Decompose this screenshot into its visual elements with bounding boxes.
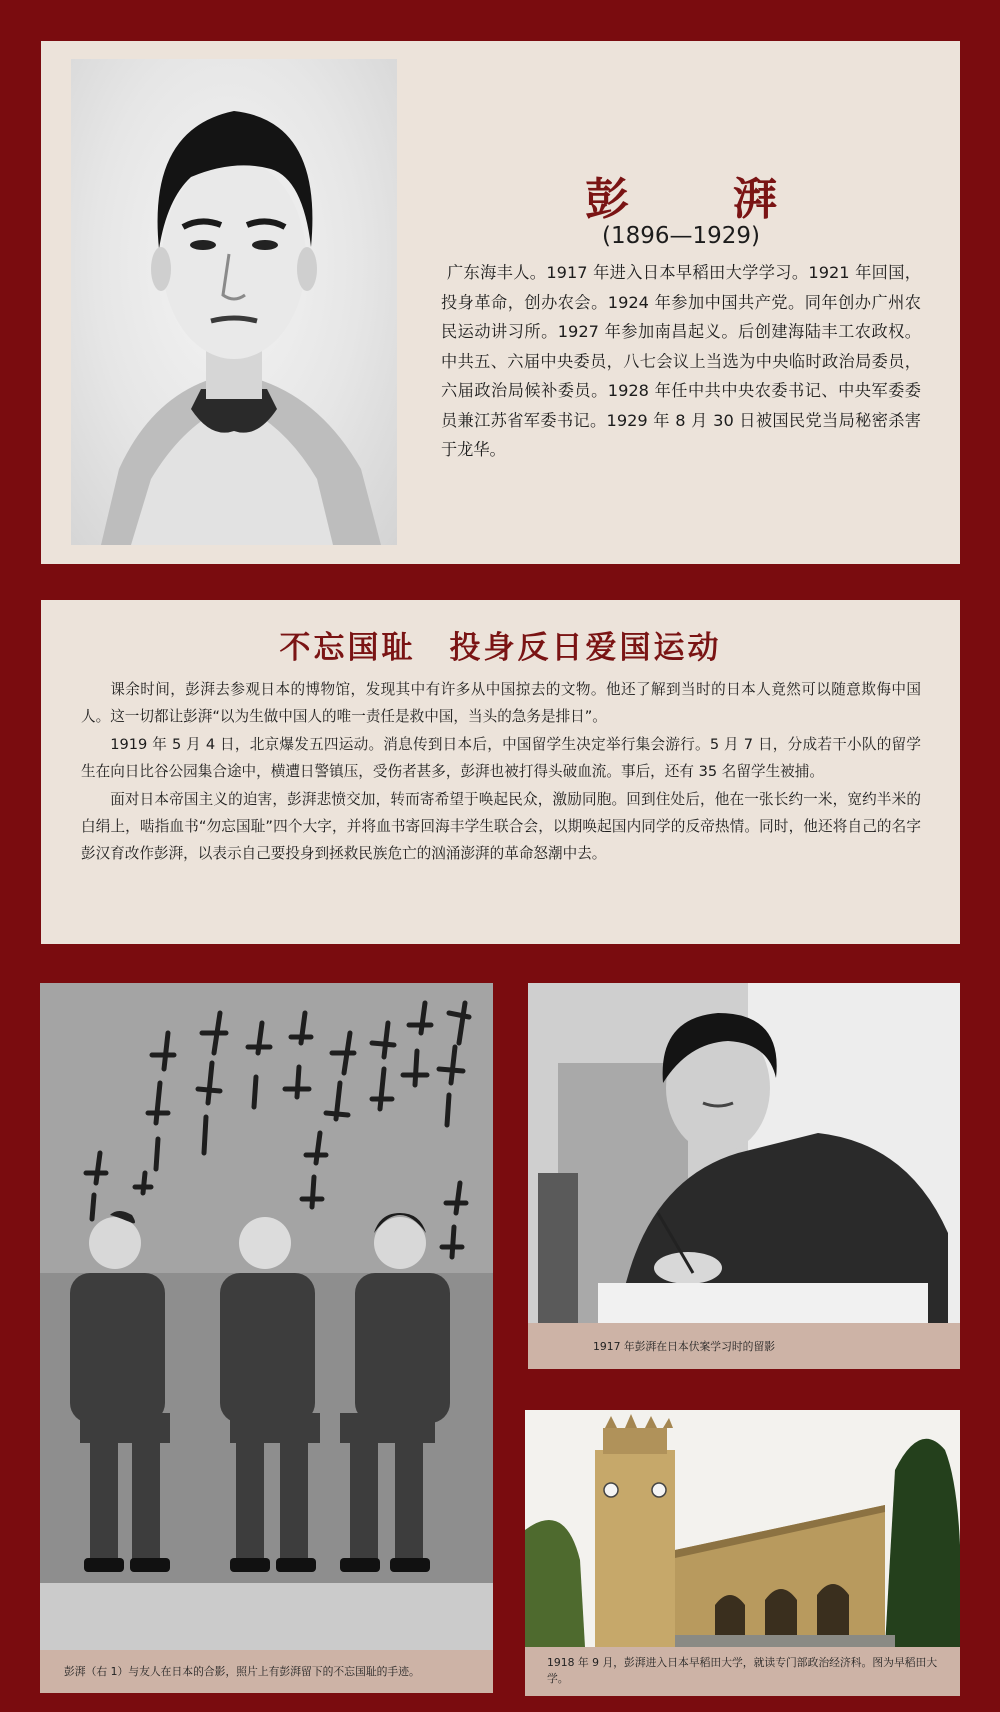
- group-photo-caption: 彭湃（右 1）与友人在日本的合影，照片上有彭湃留下的不忘国耻的手迹。: [40, 1650, 493, 1693]
- essay-body: [81, 676, 921, 868]
- group-photo: [40, 983, 493, 1650]
- essay-paragraph: 课余时间，彭湃去参观日本的博物馆，发现其中有许多从中国掠去的文物。他还了解到当时的日本人竟然可以随意欺侮中国人。这一切都让彭湃“以为生做中国人的唯一责任是救中国，当头的急务是排日”。: [81, 681, 921, 726]
- study-photo-caption: 1917 年彭湃在日本伏案学习时的留影: [528, 1323, 960, 1369]
- essay-panel: [41, 600, 960, 944]
- biography-text: 广东海丰人。1917 年进入日本早稻田大学学习。1921 年回国，投身革命，创办农会。1924 年参加中国共产党。同年创办广州农民运动讲习所。1927 年参加南昌起义。后创建海陆丰工农政权。中共五、六届中央委员，八七会议上当选为中央临时政治局委员，六届政治局候补委员。1928 年任中共中央农委书记、中央军委委员兼江苏省军委书记。1929 年 8 月 30 日被国民党当局秘密杀害于龙华。: [441, 263, 921, 459]
- waseda-photo-card: [525, 1410, 960, 1696]
- study-photo-card: [528, 983, 960, 1369]
- essay-title: 不忘国耻 投身反日爱国运动: [279, 630, 722, 666]
- biography-panel: [41, 41, 960, 564]
- essay-paragraph: 面对日本帝国主义的迫害，彭湃悲愤交加，转而寄希望于唤起民众，激励同胞。回到住处后，他在一张长约一米，宽约半米的白绢上，啮指血书“勿忘国耻”四个大字，并将血书寄回海丰学生联合会，以期唤起国内同学的反帝热情。同时，他还将自己的名字彭汉育改作彭湃，以表示自己要投身到拯救民族危亡的汹涌澎湃的革命怒潮中去。: [81, 790, 921, 863]
- person-name: 彭 湃: [585, 174, 807, 225]
- life-years: (1896—1929): [601, 223, 760, 249]
- waseda-photo: [525, 1410, 960, 1647]
- essay-paragraph: 1919 年 5 月 4 日，北京爆发五四运动。消息传到日本后，中国留学生决定举行集会游行。5 月 7 日，分成若干小队的留学生在向日比谷公园集合途中，横遭日警镇压，受伤者甚多，彭湃也被打得头破血流。事后，还有 35 名留学生被捕。: [81, 735, 921, 781]
- group-photo-card: [40, 983, 493, 1693]
- study-photo: [528, 983, 960, 1323]
- waseda-photo-caption: 1918 年 9 月，彭湃进入日本早稻田大学，就读专门部政治经济科。图为早稻田大学。: [525, 1647, 960, 1696]
- portrait-photo: [71, 59, 397, 545]
